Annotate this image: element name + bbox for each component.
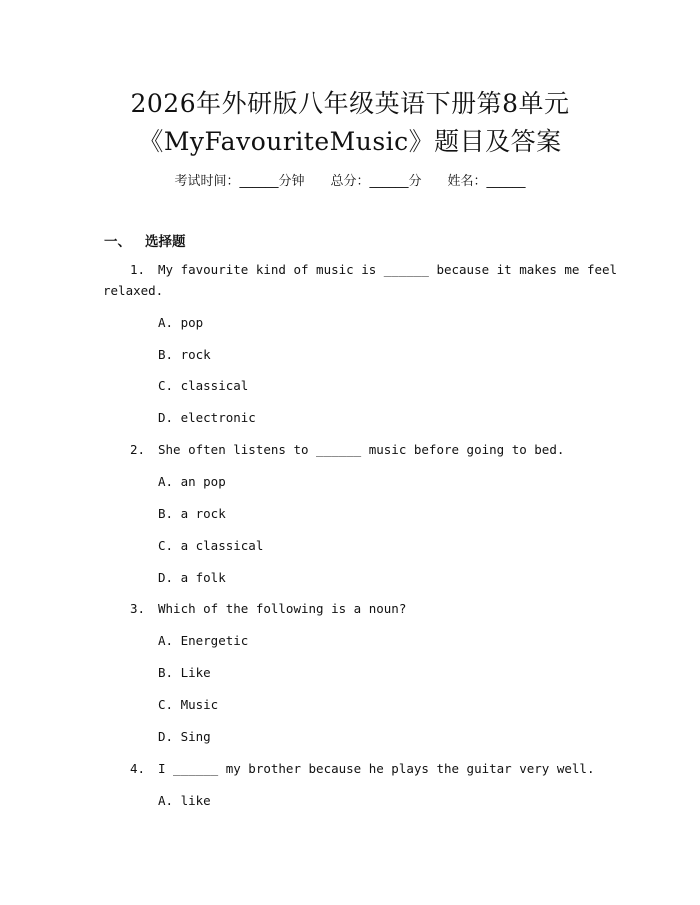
exam-info-line	[0, 170, 700, 189]
question-4	[130, 761, 595, 776]
option: A. Energetic	[158, 633, 249, 648]
option: B. Like	[158, 665, 211, 680]
question-text: She often listens to ______ music before going to bed.	[158, 442, 565, 457]
option: D. Sing	[158, 729, 211, 744]
question-1-continuation: relaxed.	[103, 283, 164, 298]
question-number: 3.	[130, 601, 146, 616]
question-1	[130, 262, 617, 277]
total-score-field: 总分：______分	[330, 174, 422, 189]
question-text: My favourite kind of music is ______ because it makes me feel	[158, 262, 618, 277]
option: A. like	[158, 793, 211, 808]
question-number: 4.	[130, 761, 146, 776]
section-label: 选择题	[145, 234, 186, 250]
question-number: 2.	[130, 442, 146, 457]
section-number: 一、	[104, 234, 131, 250]
option: C. classical	[158, 378, 249, 393]
option: A. an pop	[158, 474, 226, 489]
option: C. a classical	[158, 538, 264, 553]
section-heading	[104, 230, 186, 250]
option: D. electronic	[158, 410, 256, 425]
question-3	[130, 601, 406, 616]
option: B. rock	[158, 347, 211, 362]
option: D. a folk	[158, 570, 226, 585]
question-text: Which of the following is a noun?	[158, 601, 407, 616]
question-text: I ______ my brother because he plays the guitar very well.	[158, 761, 595, 776]
option: A. pop	[158, 315, 204, 330]
option: C. Music	[158, 697, 219, 712]
option: B. a rock	[158, 506, 226, 521]
document-title-line-2: 《MyFavouriteMusic》题目及答案	[138, 127, 562, 156]
document-title-line-1: 2026年外研版八年级英语下册第8单元	[130, 89, 570, 118]
question-number: 1.	[130, 262, 146, 277]
question-2	[130, 442, 564, 457]
exam-time-field: 考试时间：______分钟	[174, 174, 305, 189]
student-name-field: 姓名：______	[447, 174, 526, 189]
